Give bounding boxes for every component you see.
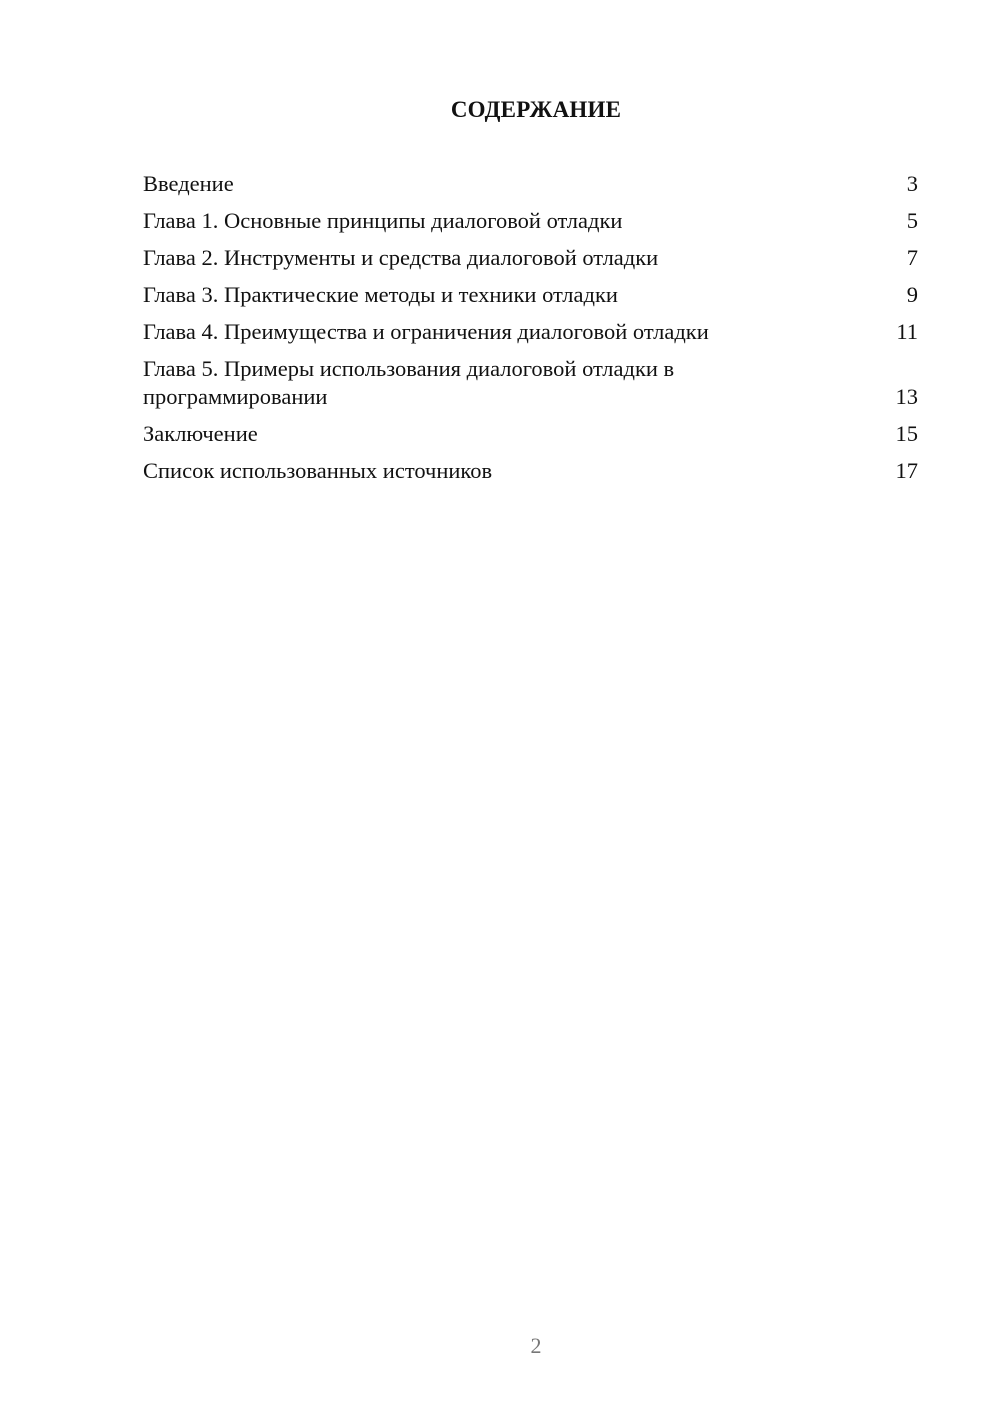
toc-entry-chapter-3[interactable] bbox=[143, 281, 918, 309]
toc-entry-introduction[interactable] bbox=[143, 170, 918, 198]
toc-title: СОДЕРЖАНИЕ bbox=[450, 97, 622, 122]
toc-entry-chapter-1[interactable] bbox=[143, 207, 918, 235]
toc-entry-chapter-2[interactable] bbox=[143, 244, 918, 272]
toc-entry-page: 7 bbox=[906, 245, 918, 270]
page-number: 2 bbox=[530, 1333, 542, 1358]
toc-entry-conclusion[interactable] bbox=[143, 420, 918, 448]
toc-entry-page: 17 bbox=[895, 458, 918, 483]
toc-entry-label: Глава 5. Примеры использования диалоговой отладки в программировании bbox=[143, 356, 675, 409]
toc-entry-references[interactable] bbox=[143, 457, 918, 485]
toc-entry-page: 13 bbox=[895, 384, 918, 409]
toc-entry-label: Введение bbox=[143, 171, 234, 196]
toc-entry-label: Глава 2. Инструменты и средства диалоговой отладки bbox=[143, 245, 659, 270]
table-of-contents bbox=[143, 170, 918, 494]
toc-entry-page: 11 bbox=[896, 319, 918, 344]
toc-entry-label: Глава 4. Преимущества и ограничения диалоговой отладки bbox=[143, 319, 709, 344]
toc-entry-chapter-5[interactable] bbox=[143, 355, 918, 411]
toc-entry-label: Глава 1. Основные принципы диалоговой отладки bbox=[143, 208, 623, 233]
toc-entry-page: 3 bbox=[906, 171, 918, 196]
toc-entry-chapter-4[interactable] bbox=[143, 318, 918, 346]
toc-entry-page: 9 bbox=[906, 282, 918, 307]
toc-entry-label: Глава 3. Практические методы и техники отладки bbox=[143, 282, 618, 307]
toc-entry-label: Заключение bbox=[143, 421, 258, 446]
toc-entry-page: 15 bbox=[895, 421, 918, 446]
toc-entry-page: 5 bbox=[906, 208, 918, 233]
toc-entry-label: Список использованных источников bbox=[143, 458, 493, 483]
